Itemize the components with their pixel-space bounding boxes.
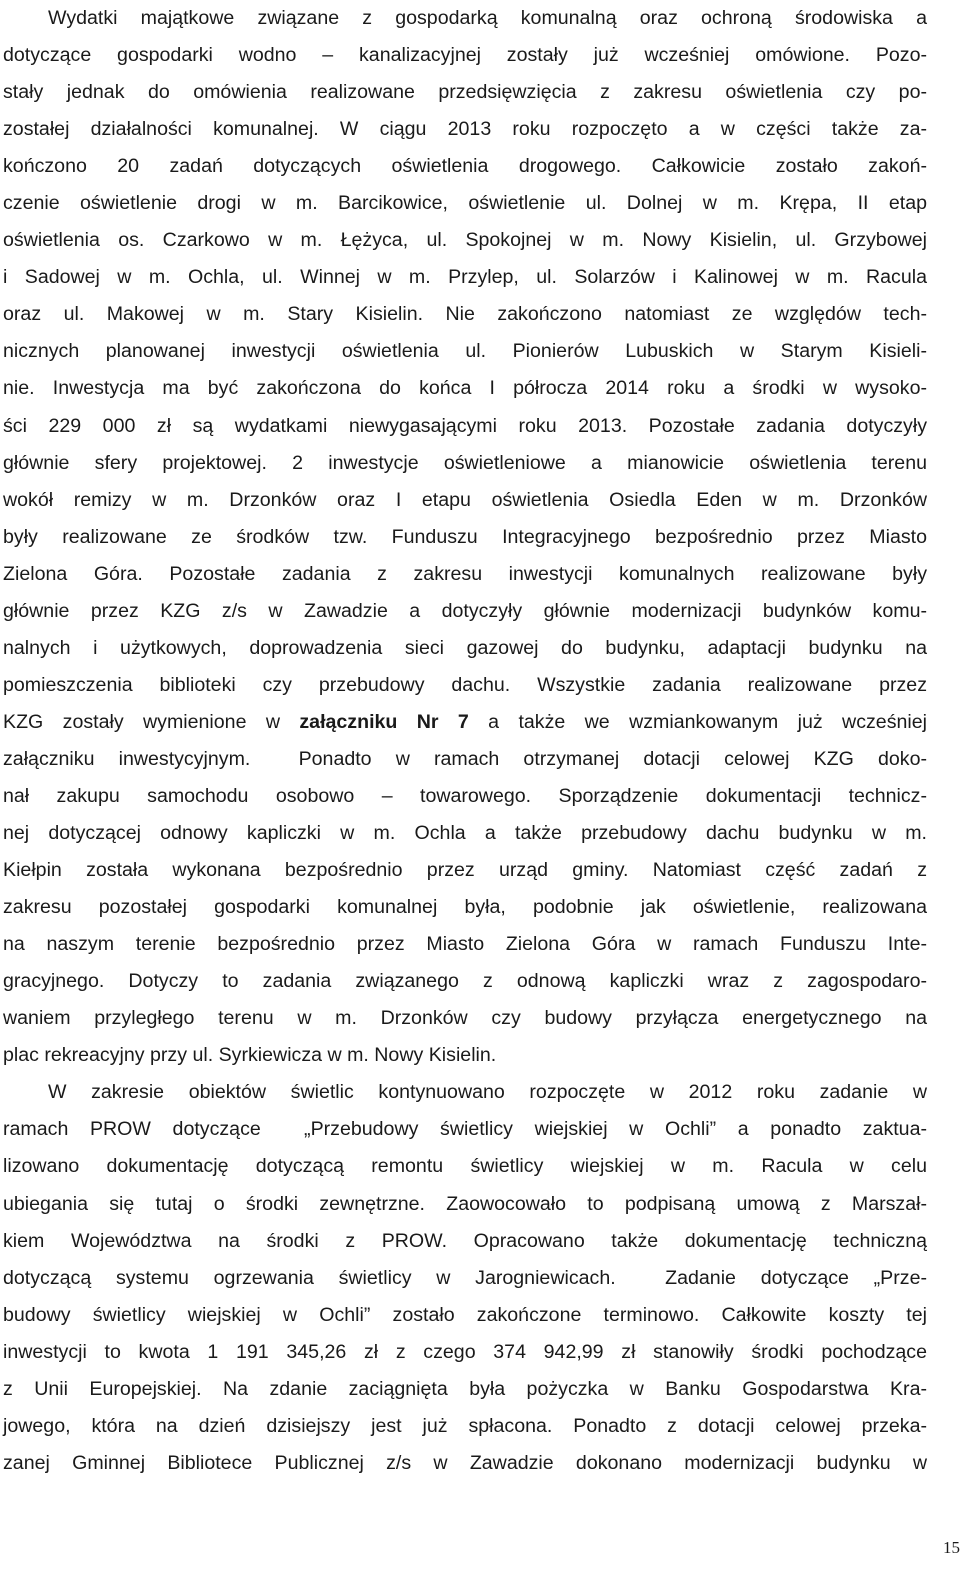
text-line: dotyczące gospodarki wodno – kanalizacyjnej zostały już wcześniej omówione. Pozo- xyxy=(3,44,927,67)
text-line: waniem przyległego terenu w m. Drzonków czy budowy przyłącza energetycznego na xyxy=(3,1007,927,1030)
text-line: lizowano dokumentację dotyczącą remontu świetlicy wiejskiej w m. Racula w celu xyxy=(3,1155,927,1178)
text-line: Kiełpin została wykonana bezpośrednio przez urząd gminy. Natomiast część zadań z xyxy=(3,859,927,882)
text-fragment: a także we wzmiankowanym już wcześniej xyxy=(468,710,927,733)
text-line: inwestycji to kwota 1 191 345,26 zł z czego 374 942,99 zł stanowiły środki pochodzące xyxy=(3,1340,927,1363)
text-line: czenie oświetlenie drogi w m. Barcikowice, oświetlenie ul. Dolnej w m. Krępa, II etap xyxy=(3,192,927,215)
text-line: W zakresie obiektów świetlic kontynuowano rozpoczęte w 2012 roku zadanie w xyxy=(48,1081,927,1104)
text-line: ramach PROW dotyczące „Przebudowy świetlicy wiejskiej w Ochli” a ponadto zaktua- xyxy=(3,1118,927,1141)
text-line: stały jednak do omówienia realizowane przedsięwzięcia z zakresu oświetlenia czy po- xyxy=(3,81,927,104)
text-line: z Unii Europejskiej. Na zdanie zaciągnięta była pożyczka w Banku Gospodarstwa Kra- xyxy=(3,1377,927,1400)
text-line: nicznych planowanej inwestycji oświetlenia ul. Pionierów Lubuskich w Starym Kisieli- xyxy=(3,340,927,363)
text-line: były realizowane ze środków tzw. Funduszu Integracyjnego bezpośrednio przez Miasto xyxy=(3,525,927,548)
text-line: nej dotyczącej odnowy kapliczki w m. Ochla a także przebudowy dachu budynku w m. xyxy=(3,822,927,845)
text-line: zakresu pozostałej gospodarki komunalnej była, podobnie jak oświetlenie, realizowana xyxy=(3,896,927,919)
text-line: Zielona Góra. Pozostałe zadania z zakresu inwestycji komunalnych realizowane były xyxy=(3,562,927,585)
text-line: dotyczącą systemu ogrzewania świetlicy w Jarogniewicach. Zadanie dotyczące „Prze- xyxy=(3,1266,927,1289)
text-line: oświetlenia os. Czarkowo w m. Łężyca, ul. Spokojnej w m. Nowy Kisielin, ul. Grzybowej xyxy=(3,229,927,252)
document-body xyxy=(3,0,927,1482)
text-line: pomieszczenia biblioteki czy przebudowy dachu. Wszystkie zadania realizowane przez xyxy=(3,673,927,696)
text-line: Wydatki majątkowe związane z gospodarką komunalną oraz ochroną środowiska a xyxy=(48,7,927,29)
text-line: nie. Inwestycja ma być zakończona do końca I półrocza 2014 roku a środki w wysoko- xyxy=(3,377,927,400)
text-line: zostałej działalności komunalnej. W ciągu 2013 roku rozpoczęto a w części także za- xyxy=(3,118,927,141)
attachment-reference: załączniku Nr 7 xyxy=(299,710,469,733)
text-line: i Sadowej w m. Ochla, ul. Winnej w m. Przylep, ul. Solarzów i Kalinowej w m. Racula xyxy=(3,266,927,289)
text-line: oraz ul. Makowej w m. Stary Kisielin. Nie zakończono natomiast ze względów tech- xyxy=(3,303,927,326)
text-fragment: KZG zostały wymienione w xyxy=(3,710,300,733)
text-line: ubiegania się tutaj o środki zewnętrzne. Zaowocowało to podpisaną umową z Marszał- xyxy=(3,1192,927,1215)
text-line: zanej Gminnej Bibliotece Publicznej z/s w Zawadzie dokonano modernizacji budynku w xyxy=(3,1451,927,1474)
text-line: ści 229 000 zł są wydatkami niewygasającymi roku 2013. Pozostałe zadania dotyczyły xyxy=(3,414,927,437)
text-line: gracyjnego. Dotyczy to zadania związanego z odnową kapliczki wraz z zagospodaro- xyxy=(3,970,927,993)
text-line: kiem Województwa na środki z PROW. Opracowano także dokumentację techniczną xyxy=(3,1229,927,1252)
text-line: jowego, która na dzień dzisiejszy jest już spłacona. Ponadto z dotacji celowej przeka- xyxy=(3,1414,927,1437)
text-line: nalnych i użytkowych, doprowadzenia sieci gazowej do budynku, adaptacji budynku na xyxy=(3,636,927,659)
text-line: kończono 20 zadań dotyczących oświetlenia drogowego. Całkowicie zostało zakoń- xyxy=(3,155,927,178)
text-line: na naszym terenie bezpośrednio przez Miasto Zielona Góra w ramach Funduszu Inte- xyxy=(3,933,927,956)
text-line: głównie przez KZG z/s w Zawadzie a dotyczyły głównie modernizacji budynków komu- xyxy=(3,599,927,622)
text-line: nał zakupu samochodu osobowo – towarowego. Sporządzenie dokumentacji technicz- xyxy=(3,784,927,807)
text-line: głównie sfery projektowej. 2 inwestycje oświetleniowe a mianowicie oświetlenia terenu xyxy=(3,451,927,474)
text-line: załączniku inwestycyjnym. Ponadto w ramach otrzymanej dotacji celowej KZG doko- xyxy=(3,747,927,770)
page-number: 15 xyxy=(943,1538,960,1557)
text-line-with-attachment-reference xyxy=(3,704,927,741)
text-line: budowy świetlicy wiejskiej w Ochli” zostało zakończone terminowo. Całkowite koszty tej xyxy=(3,1303,927,1326)
text-line: wokół remizy w m. Drzonków oraz I etapu oświetlenia Osiedla Eden w m. Drzonków xyxy=(3,488,927,511)
text-line: plac rekreacyjny przy ul. Syrkiewicza w m. Nowy Kisielin. xyxy=(3,1044,497,1067)
